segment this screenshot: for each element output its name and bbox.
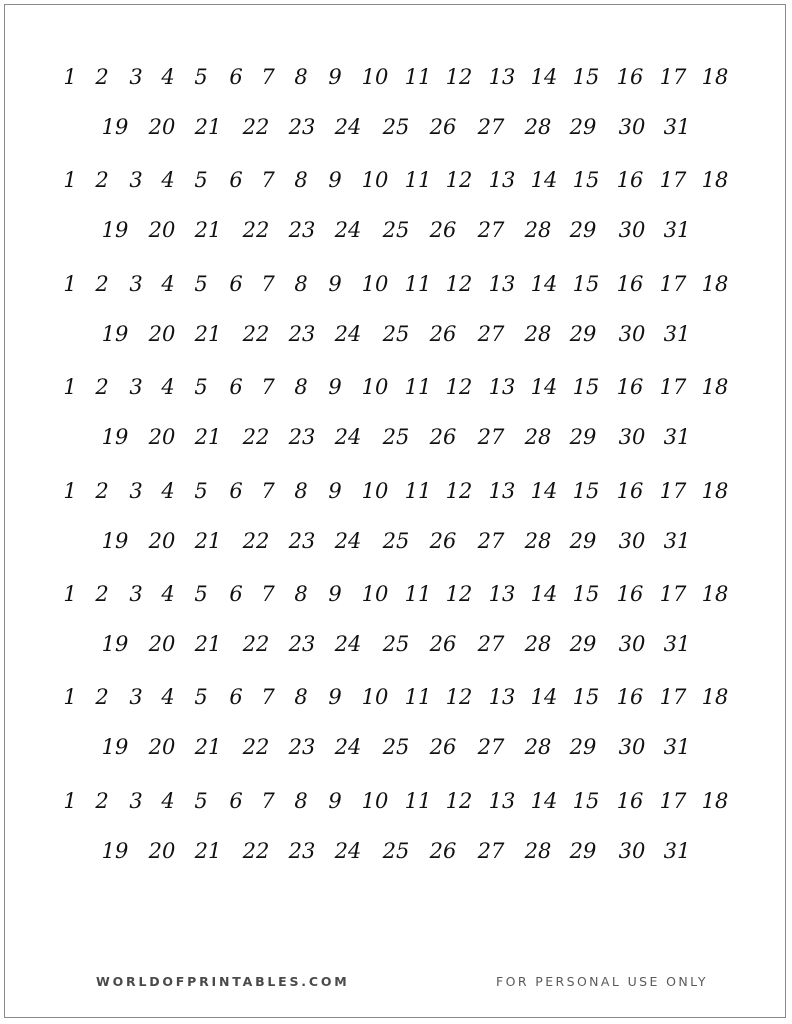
number-sticker: 23 — [288, 631, 316, 656]
number-sticker: 5 — [194, 375, 208, 400]
number-sticker: 23 — [288, 528, 316, 553]
number-sticker: 9 — [328, 581, 342, 606]
number-sticker: 18 — [701, 581, 729, 606]
number-sticker: 5 — [194, 478, 208, 503]
numbers-row-1-to-18 — [0, 163, 792, 197]
number-sticker: 17 — [659, 788, 687, 813]
number-sticker: 18 — [701, 271, 729, 296]
number-sticker: 14 — [530, 478, 558, 503]
number-sticker: 17 — [659, 65, 687, 89]
number-sticker: 26 — [429, 838, 457, 863]
number-sticker: 12 — [445, 478, 473, 503]
number-sticker: 30 — [618, 321, 646, 346]
number-sticker: 25 — [382, 838, 410, 863]
number-sticker: 7 — [261, 788, 275, 813]
number-sticker: 2 — [95, 65, 109, 89]
number-sticker: 9 — [328, 168, 342, 193]
number-sticker: 13 — [488, 788, 516, 813]
numbers-row-19-to-31 — [0, 627, 792, 661]
number-sticker: 2 — [95, 271, 109, 296]
number-sticker: 8 — [294, 478, 308, 503]
number-sticker: 29 — [569, 838, 597, 863]
number-sticker: 12 — [445, 65, 473, 89]
number-sticker: 30 — [618, 838, 646, 863]
number-sticker: 13 — [488, 375, 516, 400]
number-sticker: 8 — [294, 375, 308, 400]
number-sticker: 12 — [445, 581, 473, 606]
number-sticker: 20 — [148, 631, 176, 656]
number-sticker: 27 — [477, 631, 505, 656]
number-sticker: 16 — [616, 788, 644, 813]
number-sticker: 22 — [242, 735, 270, 760]
number-sticker: 16 — [616, 271, 644, 296]
number-sticker: 14 — [530, 788, 558, 813]
number-sticker: 6 — [229, 478, 243, 503]
number-sticker: 25 — [382, 218, 410, 243]
number-sticker: 24 — [334, 631, 362, 656]
number-sticker: 4 — [161, 271, 175, 296]
number-sticker: 7 — [261, 375, 275, 400]
number-sticker: 11 — [404, 65, 432, 89]
number-sticker: 31 — [663, 425, 691, 450]
number-sticker: 6 — [229, 168, 243, 193]
number-sticker: 21 — [194, 218, 222, 243]
number-set — [0, 267, 792, 370]
number-sticker: 8 — [294, 271, 308, 296]
number-sticker: 14 — [530, 581, 558, 606]
number-sticker: 14 — [530, 168, 558, 193]
number-sticker: 31 — [663, 631, 691, 656]
number-sticker: 29 — [569, 528, 597, 553]
number-sticker: 1 — [63, 788, 77, 813]
number-sticker: 29 — [569, 218, 597, 243]
number-sticker: 16 — [616, 65, 644, 89]
number-sticker: 28 — [524, 321, 552, 346]
number-sticker: 6 — [229, 581, 243, 606]
number-sticker: 17 — [659, 478, 687, 503]
number-sticker: 12 — [445, 788, 473, 813]
number-sticker: 20 — [148, 218, 176, 243]
number-sticker: 22 — [242, 528, 270, 553]
number-sticker: 20 — [148, 425, 176, 450]
number-set — [0, 577, 792, 680]
number-sticker: 18 — [701, 478, 729, 503]
number-sticker: 9 — [328, 788, 342, 813]
number-sticker: 23 — [288, 425, 316, 450]
number-sticker: 7 — [261, 685, 275, 710]
number-sticker: 15 — [572, 581, 600, 606]
number-sticker: 27 — [477, 321, 505, 346]
number-sticker: 29 — [569, 115, 597, 139]
number-sticker: 13 — [488, 271, 516, 296]
number-sticker: 13 — [488, 685, 516, 710]
number-sticker: 18 — [701, 375, 729, 400]
number-sticker: 3 — [129, 65, 143, 89]
numbers-row-19-to-31 — [0, 524, 792, 558]
number-sticker: 29 — [569, 735, 597, 760]
number-set — [0, 60, 792, 163]
number-sticker: 10 — [361, 788, 389, 813]
number-sticker: 12 — [445, 271, 473, 296]
number-sticker: 18 — [701, 685, 729, 710]
number-sticker: 2 — [95, 478, 109, 503]
number-sticker: 19 — [101, 528, 129, 553]
numbers-row-19-to-31 — [0, 110, 792, 144]
number-sticker: 4 — [161, 375, 175, 400]
number-sticker: 23 — [288, 838, 316, 863]
number-sticker: 22 — [242, 425, 270, 450]
number-sticker: 26 — [429, 218, 457, 243]
number-sticker: 25 — [382, 115, 410, 139]
number-sticker: 29 — [569, 321, 597, 346]
number-sets — [0, 60, 792, 887]
number-sticker: 13 — [488, 168, 516, 193]
number-sticker: 12 — [445, 168, 473, 193]
number-sticker: 25 — [382, 528, 410, 553]
number-sticker: 10 — [361, 685, 389, 710]
number-sticker: 1 — [63, 685, 77, 710]
number-sticker: 1 — [63, 271, 77, 296]
number-sticker: 26 — [429, 425, 457, 450]
number-sticker: 22 — [242, 218, 270, 243]
number-sticker: 6 — [229, 788, 243, 813]
number-sticker: 6 — [229, 65, 243, 89]
number-sticker: 24 — [334, 115, 362, 139]
number-sticker: 22 — [242, 321, 270, 346]
number-set — [0, 370, 792, 473]
number-sticker: 7 — [261, 478, 275, 503]
numbers-row-1-to-18 — [0, 60, 792, 94]
number-sticker: 19 — [101, 425, 129, 450]
numbers-row-19-to-31 — [0, 317, 792, 351]
numbers-row-19-to-31 — [0, 834, 792, 868]
number-sticker: 7 — [261, 271, 275, 296]
number-sticker: 28 — [524, 218, 552, 243]
numbers-row-19-to-31 — [0, 213, 792, 247]
number-set — [0, 163, 792, 266]
number-sticker: 12 — [445, 685, 473, 710]
number-sticker: 17 — [659, 581, 687, 606]
number-sticker: 27 — [477, 425, 505, 450]
number-sticker: 27 — [477, 528, 505, 553]
number-sticker: 14 — [530, 271, 558, 296]
numbers-row-1-to-18 — [0, 784, 792, 818]
number-sticker: 4 — [161, 478, 175, 503]
number-sticker: 14 — [530, 375, 558, 400]
number-sticker: 23 — [288, 115, 316, 139]
number-sticker: 2 — [95, 375, 109, 400]
number-sticker: 17 — [659, 168, 687, 193]
number-sticker: 15 — [572, 788, 600, 813]
number-sticker: 13 — [488, 478, 516, 503]
number-sticker: 10 — [361, 375, 389, 400]
number-sticker: 11 — [404, 788, 432, 813]
number-sticker: 3 — [129, 788, 143, 813]
number-sticker: 4 — [161, 581, 175, 606]
number-sticker: 31 — [663, 735, 691, 760]
number-sticker: 30 — [618, 115, 646, 139]
number-sticker: 20 — [148, 838, 176, 863]
number-sticker: 3 — [129, 375, 143, 400]
number-sticker: 24 — [334, 425, 362, 450]
number-sticker: 9 — [328, 685, 342, 710]
number-sticker: 29 — [569, 425, 597, 450]
number-set — [0, 474, 792, 577]
number-sticker: 12 — [445, 375, 473, 400]
number-sticker: 27 — [477, 115, 505, 139]
number-sticker: 9 — [328, 65, 342, 89]
number-sticker: 8 — [294, 685, 308, 710]
number-sticker: 11 — [404, 168, 432, 193]
number-sticker: 28 — [524, 631, 552, 656]
number-sticker: 31 — [663, 321, 691, 346]
number-sticker: 19 — [101, 735, 129, 760]
number-sticker: 25 — [382, 321, 410, 346]
number-sticker: 9 — [328, 271, 342, 296]
number-sticker: 19 — [101, 321, 129, 346]
number-sticker: 26 — [429, 115, 457, 139]
number-sticker: 2 — [95, 685, 109, 710]
number-sticker: 18 — [701, 65, 729, 89]
number-sticker: 5 — [194, 65, 208, 89]
number-sticker: 27 — [477, 218, 505, 243]
number-sticker: 19 — [101, 838, 129, 863]
number-sticker: 11 — [404, 581, 432, 606]
number-sticker: 27 — [477, 735, 505, 760]
number-sticker: 18 — [701, 788, 729, 813]
number-sticker: 30 — [618, 425, 646, 450]
number-sticker: 1 — [63, 65, 77, 89]
number-sticker: 17 — [659, 375, 687, 400]
number-sticker: 3 — [129, 581, 143, 606]
number-sticker: 3 — [129, 168, 143, 193]
numbers-row-19-to-31 — [0, 730, 792, 764]
number-sticker: 16 — [616, 375, 644, 400]
number-sticker: 10 — [361, 478, 389, 503]
number-sticker: 22 — [242, 115, 270, 139]
number-sticker: 5 — [194, 685, 208, 710]
number-sticker: 28 — [524, 528, 552, 553]
number-sticker: 23 — [288, 735, 316, 760]
numbers-row-1-to-18 — [0, 680, 792, 714]
number-sticker: 21 — [194, 321, 222, 346]
number-sticker: 22 — [242, 631, 270, 656]
number-sticker: 15 — [572, 685, 600, 710]
number-sticker: 21 — [194, 425, 222, 450]
number-sticker: 31 — [663, 218, 691, 243]
number-sticker: 10 — [361, 65, 389, 89]
number-sticker: 31 — [663, 115, 691, 139]
number-sticker: 7 — [261, 65, 275, 89]
number-sticker: 21 — [194, 631, 222, 656]
number-sticker: 23 — [288, 321, 316, 346]
number-sticker: 28 — [524, 115, 552, 139]
number-sticker: 27 — [477, 838, 505, 863]
numbers-row-1-to-18 — [0, 267, 792, 301]
footer-site-name: WORLDOFPRINTABLES.COM — [96, 974, 350, 989]
number-sticker: 22 — [242, 838, 270, 863]
number-sticker: 28 — [524, 425, 552, 450]
number-sticker: 26 — [429, 631, 457, 656]
number-sticker: 20 — [148, 321, 176, 346]
number-sticker: 24 — [334, 528, 362, 553]
number-sticker: 24 — [334, 735, 362, 760]
number-sticker: 1 — [63, 168, 77, 193]
number-sticker: 30 — [618, 528, 646, 553]
number-sticker: 21 — [194, 735, 222, 760]
number-sticker: 7 — [261, 581, 275, 606]
number-sticker: 15 — [572, 271, 600, 296]
footer-notice: FOR PERSONAL USE ONLY — [496, 974, 708, 989]
number-sticker: 16 — [616, 168, 644, 193]
number-sticker: 1 — [63, 478, 77, 503]
number-sticker: 20 — [148, 735, 176, 760]
number-sticker: 31 — [663, 838, 691, 863]
number-sticker: 6 — [229, 375, 243, 400]
number-sticker: 15 — [572, 168, 600, 193]
number-sticker: 8 — [294, 65, 308, 89]
number-sticker: 26 — [429, 528, 457, 553]
number-sticker: 2 — [95, 581, 109, 606]
number-sticker: 5 — [194, 788, 208, 813]
number-sticker: 9 — [328, 375, 342, 400]
number-sticker: 21 — [194, 528, 222, 553]
number-sticker: 5 — [194, 271, 208, 296]
number-sticker: 3 — [129, 685, 143, 710]
number-sticker: 28 — [524, 838, 552, 863]
number-sticker: 14 — [530, 685, 558, 710]
number-sticker: 11 — [404, 478, 432, 503]
number-sticker: 9 — [328, 478, 342, 503]
number-sticker: 24 — [334, 218, 362, 243]
number-set — [0, 784, 792, 887]
number-sticker: 8 — [294, 168, 308, 193]
number-sticker: 5 — [194, 168, 208, 193]
number-sticker: 8 — [294, 581, 308, 606]
number-sticker: 7 — [261, 168, 275, 193]
number-sticker: 1 — [63, 581, 77, 606]
number-sticker: 17 — [659, 685, 687, 710]
number-sticker: 15 — [572, 65, 600, 89]
numbers-row-1-to-18 — [0, 370, 792, 404]
number-sticker: 4 — [161, 168, 175, 193]
number-sticker: 17 — [659, 271, 687, 296]
numbers-row-1-to-18 — [0, 474, 792, 508]
number-sticker: 23 — [288, 218, 316, 243]
number-set — [0, 680, 792, 783]
number-sticker: 16 — [616, 581, 644, 606]
number-sticker: 13 — [488, 581, 516, 606]
number-sticker: 2 — [95, 788, 109, 813]
number-sticker: 3 — [129, 271, 143, 296]
number-sticker: 21 — [194, 115, 222, 139]
number-sticker: 19 — [101, 218, 129, 243]
number-sticker: 26 — [429, 321, 457, 346]
number-sticker: 14 — [530, 65, 558, 89]
number-sticker: 25 — [382, 425, 410, 450]
number-sticker: 11 — [404, 685, 432, 710]
number-sticker: 21 — [194, 838, 222, 863]
number-sticker: 4 — [161, 685, 175, 710]
number-sticker: 30 — [618, 218, 646, 243]
number-sticker: 26 — [429, 735, 457, 760]
number-sticker: 10 — [361, 168, 389, 193]
number-sticker: 3 — [129, 478, 143, 503]
number-sticker: 30 — [618, 735, 646, 760]
number-sticker: 25 — [382, 735, 410, 760]
number-sticker: 24 — [334, 321, 362, 346]
number-sticker: 4 — [161, 65, 175, 89]
numbers-row-19-to-31 — [0, 420, 792, 454]
number-sticker: 30 — [618, 631, 646, 656]
number-sticker: 5 — [194, 581, 208, 606]
number-sticker: 4 — [161, 788, 175, 813]
number-sticker: 19 — [101, 115, 129, 139]
number-sticker: 11 — [404, 375, 432, 400]
number-sticker: 31 — [663, 528, 691, 553]
number-sticker: 28 — [524, 735, 552, 760]
number-sticker: 8 — [294, 788, 308, 813]
number-sticker: 20 — [148, 528, 176, 553]
number-sticker: 18 — [701, 168, 729, 193]
number-sticker: 10 — [361, 581, 389, 606]
number-sticker: 19 — [101, 631, 129, 656]
number-sticker: 10 — [361, 271, 389, 296]
number-sticker: 6 — [229, 271, 243, 296]
number-sticker: 11 — [404, 271, 432, 296]
number-sticker: 20 — [148, 115, 176, 139]
number-sticker: 15 — [572, 478, 600, 503]
number-sticker: 13 — [488, 65, 516, 89]
number-sticker: 6 — [229, 685, 243, 710]
number-sticker: 16 — [616, 685, 644, 710]
number-sticker: 16 — [616, 478, 644, 503]
numbers-row-1-to-18 — [0, 577, 792, 611]
number-sticker: 25 — [382, 631, 410, 656]
number-sticker: 1 — [63, 375, 77, 400]
number-sticker: 29 — [569, 631, 597, 656]
number-sticker: 2 — [95, 168, 109, 193]
number-sticker: 24 — [334, 838, 362, 863]
number-sticker: 15 — [572, 375, 600, 400]
